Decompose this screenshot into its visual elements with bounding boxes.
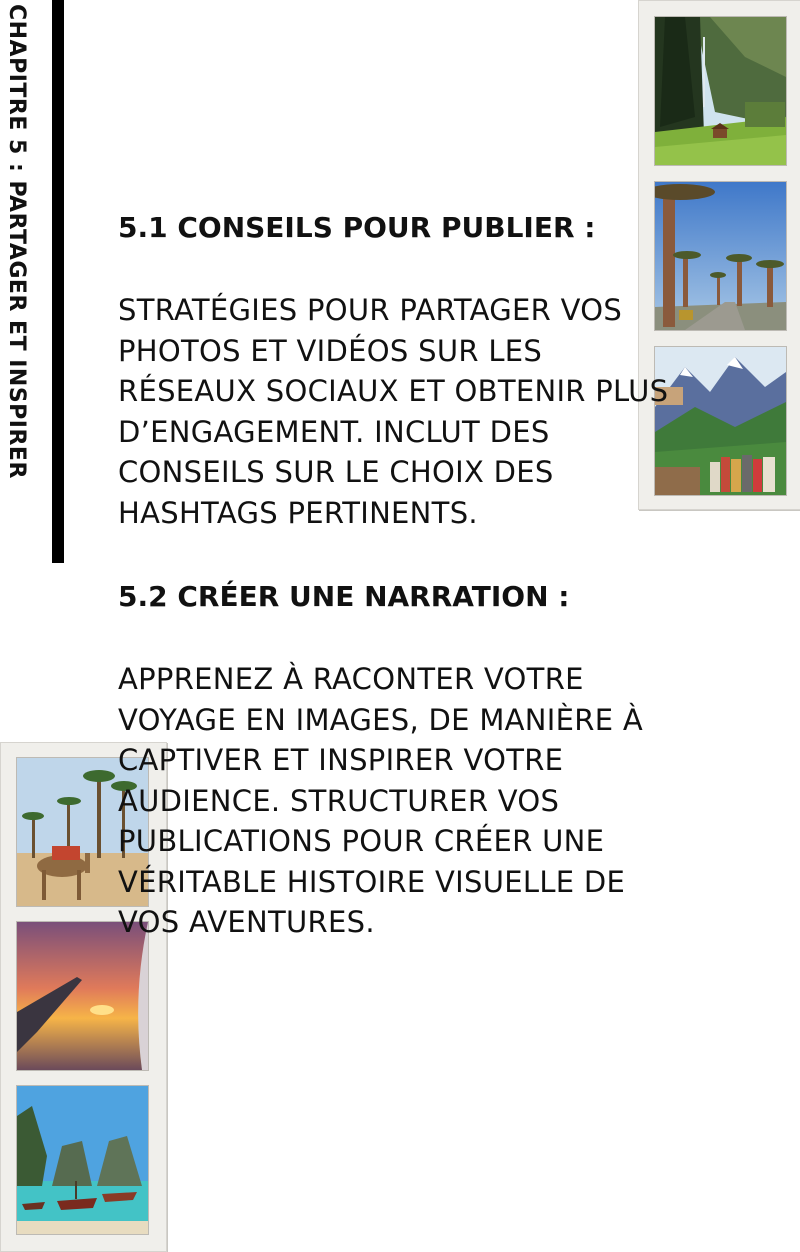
section-heading-narration: 5.2 CRÉER UNE NARRATION : — [118, 580, 570, 613]
chapter-content — [118, 206, 718, 943]
alpine-valley-photo — [654, 16, 787, 166]
chapter-title-area — [0, 0, 50, 560]
chapter-divider-bar — [52, 0, 64, 563]
section-body-narration: APPRENEZ À RACONTER VOTRE VOYAGE EN IMAGES, DE MANIÈRE À CAPTIVER ET INSPIRER VOTRE AUDIENCE. STRUCTURER VOS PUBLICATIONS POUR CRÉER UNE VÉRITABLE HISTOIRE VISUELLE DE VOS AVENTURES. — [118, 662, 643, 939]
tropical-boats-photo — [16, 1085, 149, 1235]
section-body-publier: STRATÉGIES POUR PARTAGER VOS PHOTOS ET VIDÉOS SUR LES RÉSEAUX SOCIAUX ET OBTENIR PLUS D’ENGAGEMENT. INCLUT DES CONSEILS SUR LE CHOIX DES HASHTAGS PERTINENTS. — [118, 293, 669, 530]
airplane-sunset-photo — [16, 921, 149, 1071]
section-heading-publier: 5.1 CONSEILS POUR PUBLIER : — [118, 211, 596, 244]
chapter-title: CHAPITRE 5 : PARTAGER ET INSPIRER — [4, 4, 29, 479]
